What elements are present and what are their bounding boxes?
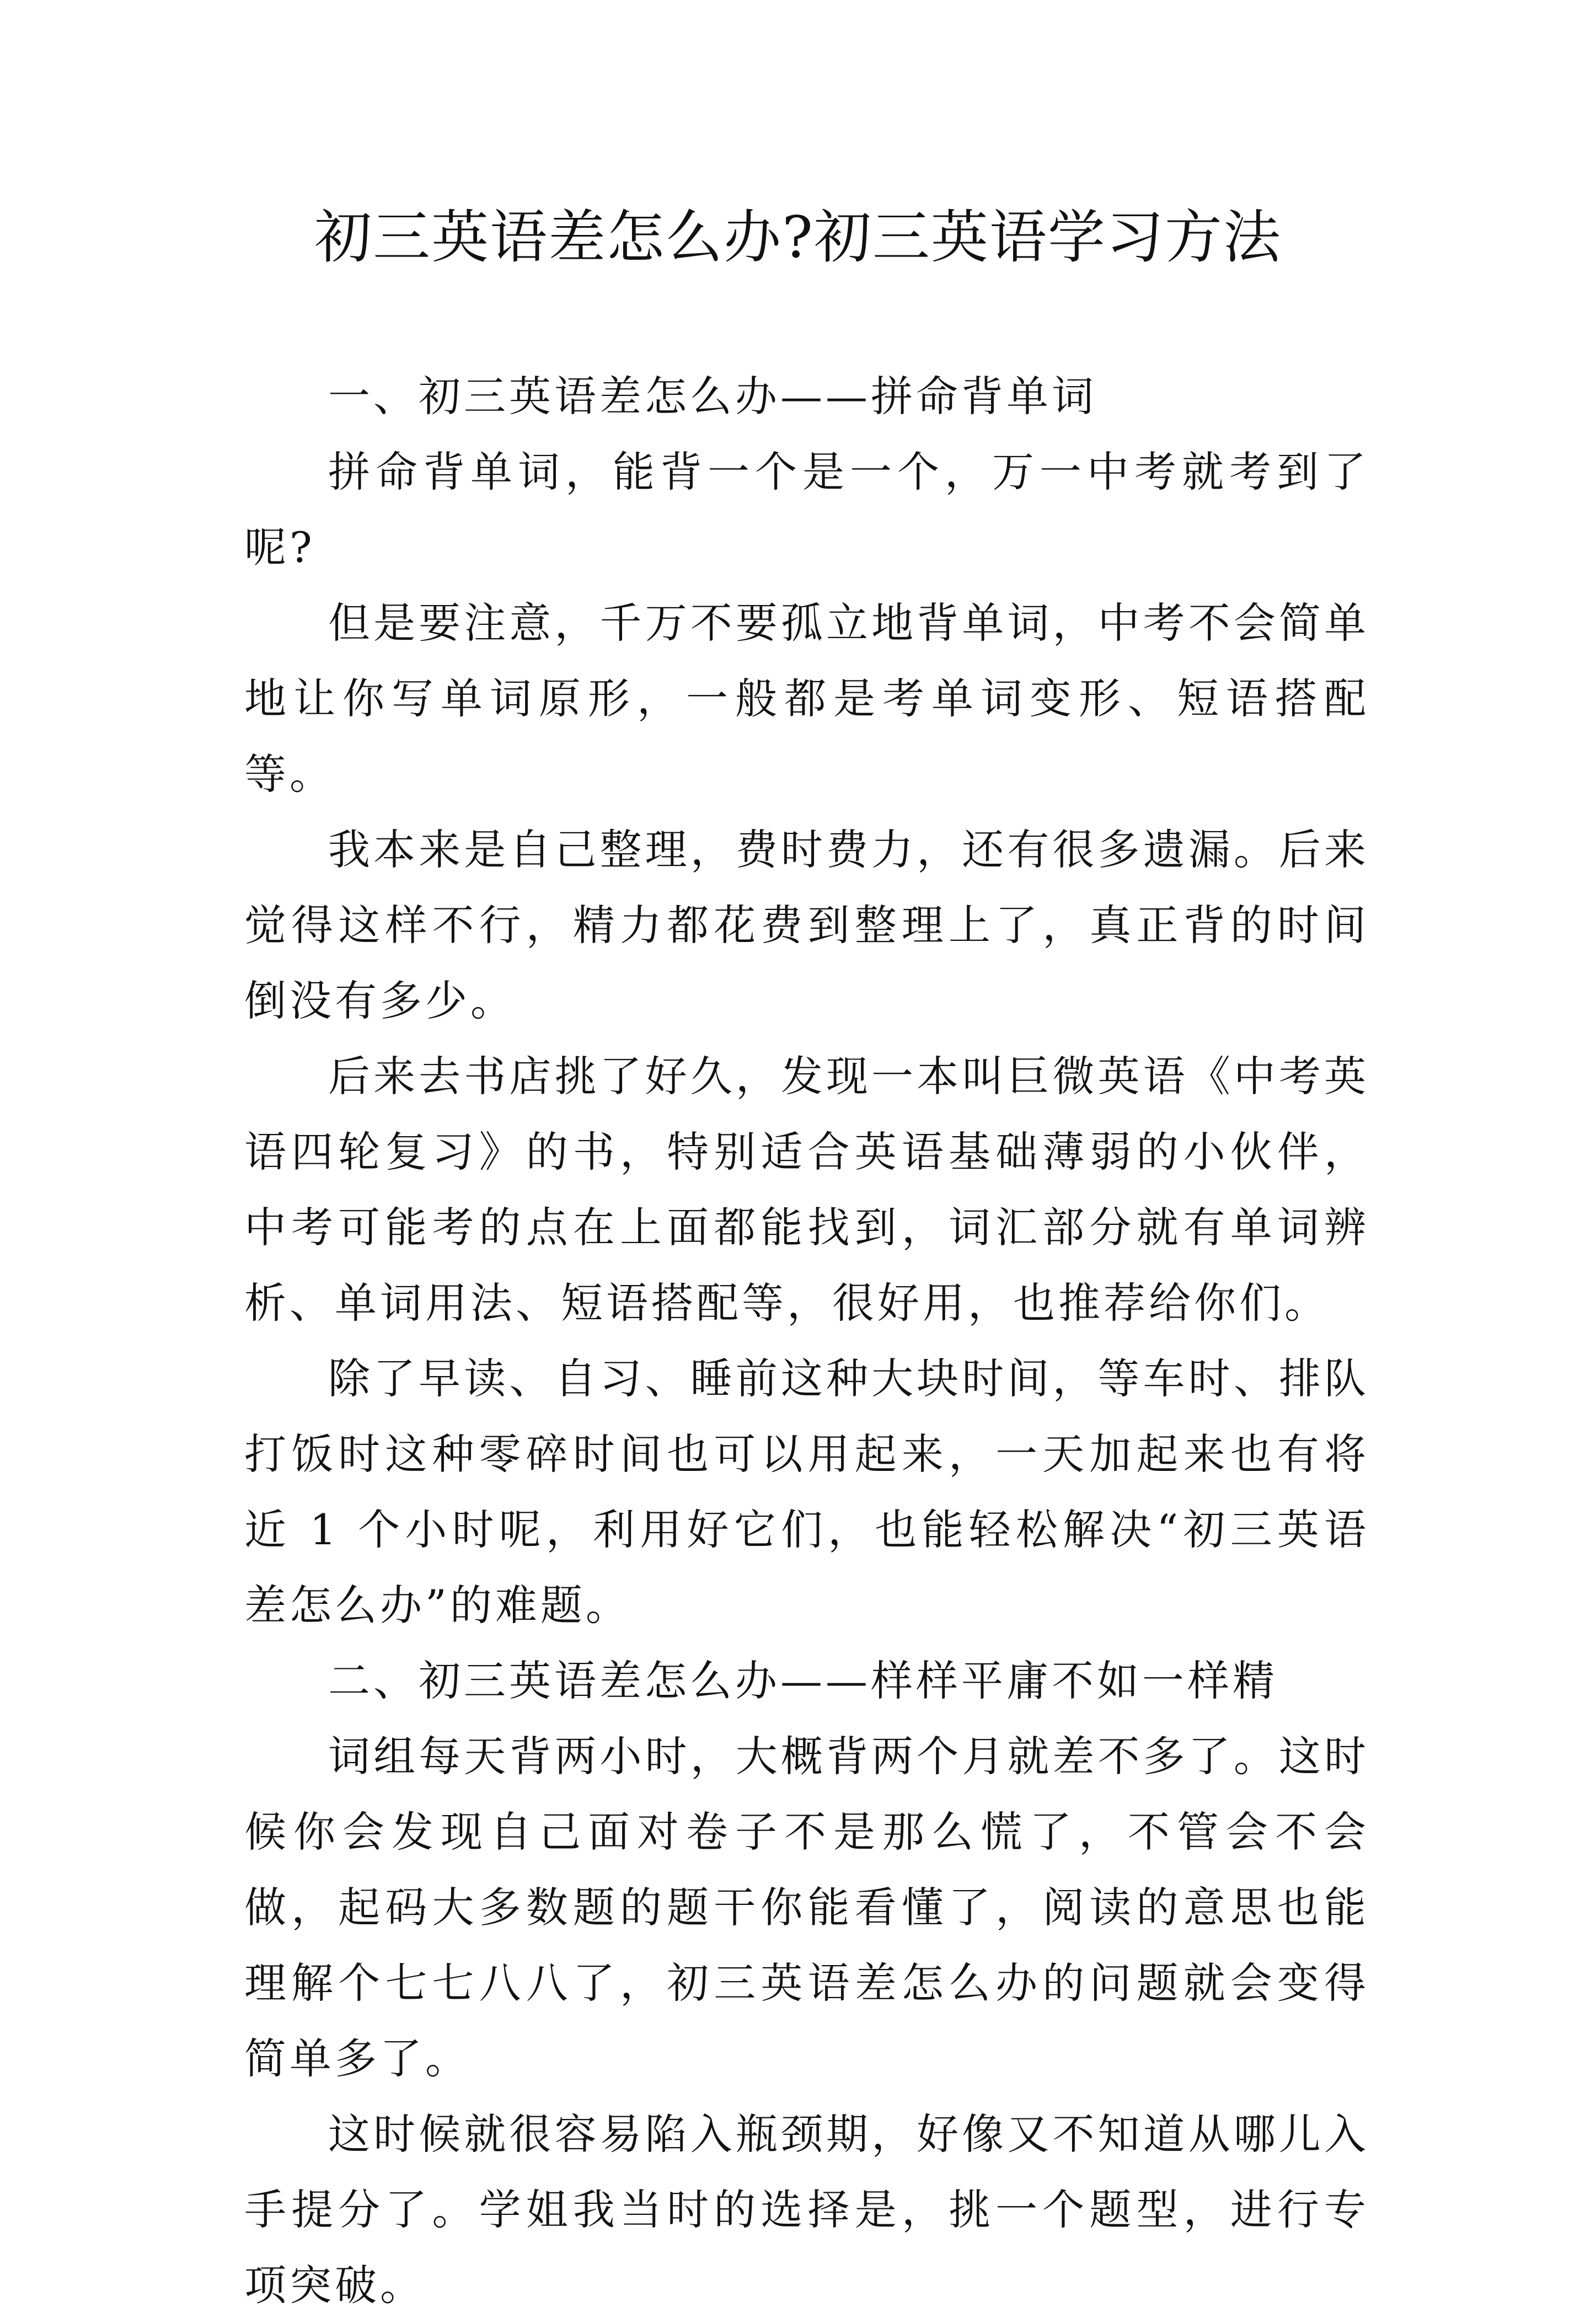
- document-body: [244, 358, 1369, 2323]
- section-heading-2: 二、初三英语差怎么办——样样平庸不如一样精: [328, 1656, 1278, 1705]
- paragraph: 我本来是自己整理，费时费力，还有很多遗漏。后来觉得这样不行，精力都花费到整理上了，真正背的时间倒没有多少。: [244, 825, 1369, 1025]
- paragraph: 但是要注意，千万不要孤立地背单词，中考不会简单地让你写单词原形，一般都是考单词变形、短语搭配等。: [244, 598, 1369, 799]
- paragraph: 后来去书店挑了好久，发现一本叫巨微英语《中考英语四轮复习》的书，特别适合英语基础薄弱的小伙伴，中考可能考的点在上面都能找到，词汇部分就有单词辨析、单词用法、短语搭配等，很好用，也推荐给你们。: [244, 1052, 1369, 1328]
- document-title: 初三英语差怎么办?初三英语学习方法: [314, 204, 1282, 271]
- paragraph: 除了早读、自习、睡前这种大块时间，等车时、排队打饭时这种零碎时间也可以用起来，一天加起来也有将近 1 个小时呢，利用好它们，也能轻松解决“初三英语差怎么办”的难题。: [244, 1354, 1369, 1630]
- section-heading-1: 一、初三英语差怎么办——拼命背单词: [328, 372, 1097, 421]
- paragraph: 这时候就很容易陷入瓶颈期，好像又不知道从哪儿入手提分了。学姐我当时的选择是，挑一个题型，进行专项突破。: [244, 2110, 1369, 2310]
- paragraph: 词组每天背两小时，大概背两个月就差不多了。这时候你会发现自己面对卷子不是那么慌了，不管会不会做，起码大多数题的题干你能看懂了，阅读的意思也能理解个七七八八了，初三英语差怎么办的问题就会变得简单多了。: [244, 1732, 1369, 2083]
- paragraph: 拼命背单词，能背一个是一个，万一中考就考到了呢?: [244, 447, 1369, 572]
